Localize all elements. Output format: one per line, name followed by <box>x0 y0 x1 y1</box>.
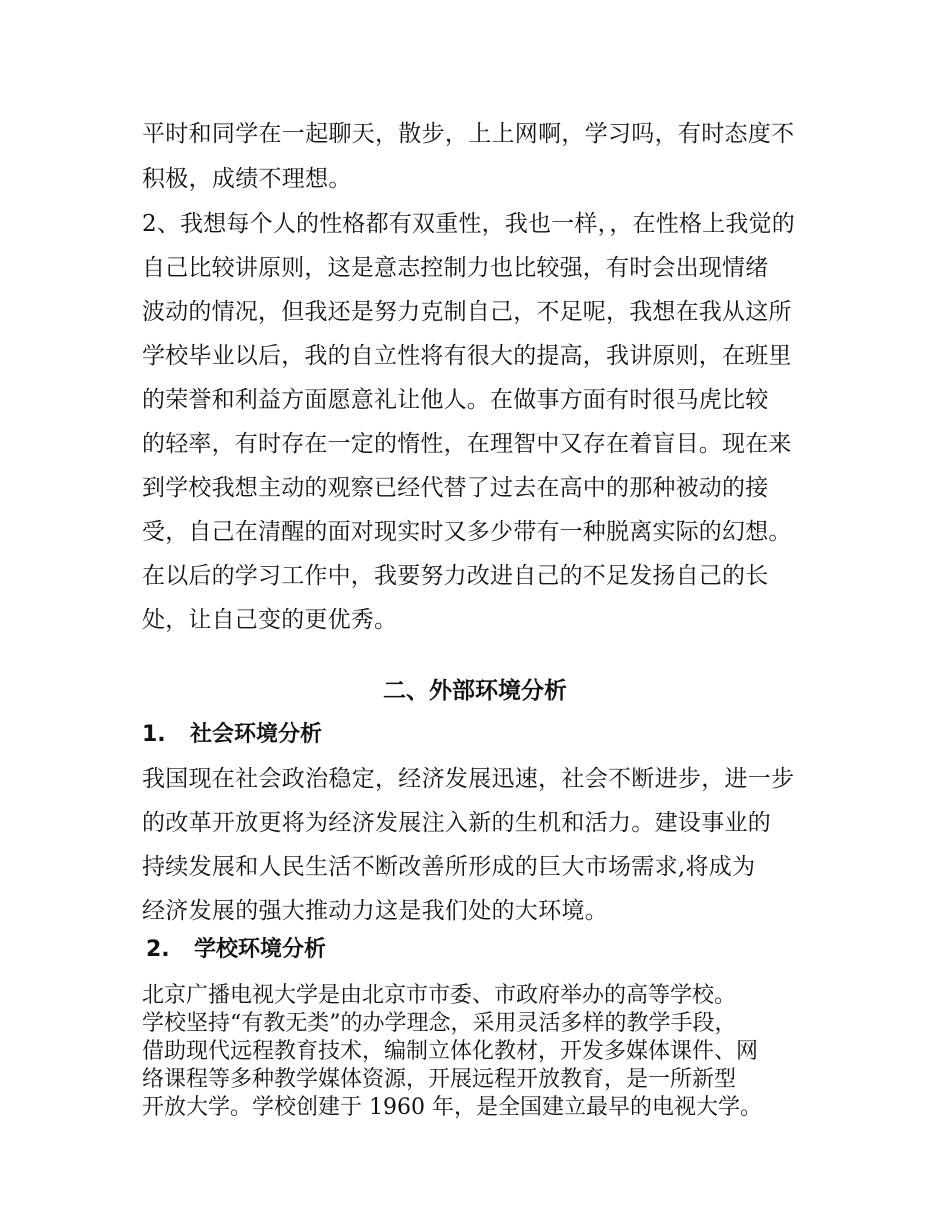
text-line: 我国现在社会政治稳定，经济发展迅速，社会不断进步，进一步 <box>142 766 795 792</box>
text-line: 的轻率，有时存在一定的惰性，在理智中又存在着盲目。现在来 <box>142 431 792 457</box>
text-line: 学校坚持“有教无类”的办学理念，采用灵活多样的教学手段， <box>142 1011 737 1036</box>
text-line: 借助现代远程教育技术，编制立体化教材，开发多媒体课件、网 <box>142 1039 759 1064</box>
text-line: 北京广播电视大学是由北京市市委、市政府举办的高等学校。 <box>142 983 737 1008</box>
text-line: 自己比较讲原则，这是意志控制力也比较强，有时会出现情绪 <box>142 255 769 281</box>
text-line: 的荣誉和利益方面愿意礼让他人。在做事方面有时很马虎比较 <box>142 387 769 413</box>
text-line: 经济发展的强大推动力这是我们处的大环境。 <box>142 898 608 924</box>
subheading-title: 社会环境分析 <box>190 722 323 747</box>
text-line: 的改革开放更将为经济发展注入新的生机和活力。建设事业的 <box>142 810 772 836</box>
text-line: 在以后的学习工作中，我要努力改进自己的不足发扬自己的长 <box>142 563 769 589</box>
text-line: 处，让自己变的更优秀。 <box>142 607 398 633</box>
text-line: 积极，成绩不理想。 <box>142 166 352 192</box>
subheading-number: 1. <box>142 722 166 747</box>
text-line: 受，自己在清醒的面对现实时又多少带有一种脱离实际的幻想。 <box>142 519 792 545</box>
text-line: 络课程等多种教学媒体资源，开展远程开放教育，是一所新型 <box>142 1067 737 1092</box>
text-line: 学校毕业以后，我的自立性将有很大的提高，我讲原则，在班里 <box>142 343 792 369</box>
subheading-school-environment <box>146 932 326 963</box>
subheading-title: 学校环境分析 <box>194 937 327 962</box>
subheading-social-environment <box>142 717 322 748</box>
text-line: 开放大学。学校创建于 1960 年，是全国建立最早的电视大学。 <box>142 1095 762 1120</box>
subheading-number: 2. <box>146 937 170 962</box>
section-heading: 二、外部环境分析 <box>383 678 567 704</box>
text-line: 持续发展和人民生活不断改善所形成的巨大市场需求,将成为 <box>142 854 756 880</box>
text-line: 平时和同学在一起聊天，散步，上上网啊，学习吗，有时态度不 <box>142 121 795 147</box>
text-line: 到学校我想主动的观察已经代替了过去在高中的那种被动的接 <box>142 475 769 501</box>
text-line: 波动的情况，但我还是努力克制自己，不足呢，我想在我从这所 <box>142 299 792 325</box>
text-line: 2、我想每个人的性格都有双重性，我也一样，，在性格上我觉的 <box>142 211 795 237</box>
